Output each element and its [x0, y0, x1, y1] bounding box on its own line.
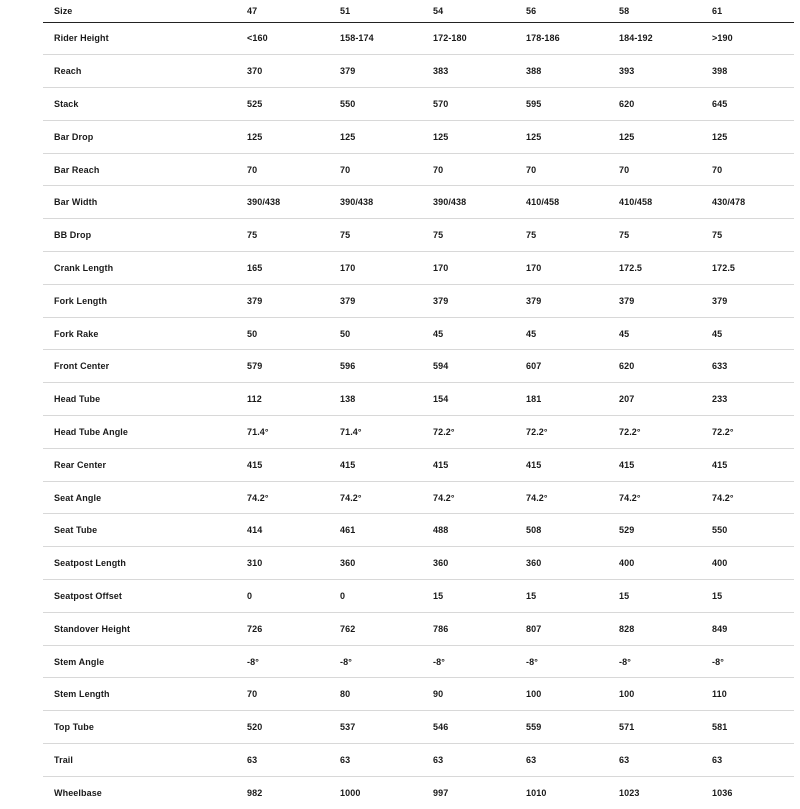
- table-cell: 45: [608, 317, 701, 350]
- table-cell: 74.2°: [515, 481, 608, 514]
- table-cell: 550: [329, 88, 422, 121]
- table-cell: 50: [236, 317, 329, 350]
- table-cell: 379: [701, 284, 794, 317]
- row-label: Trail: [43, 744, 236, 777]
- table-row: [43, 284, 794, 317]
- table-cell: 537: [329, 711, 422, 744]
- table-cell: 390/438: [236, 186, 329, 219]
- table-cell: 50: [329, 317, 422, 350]
- table-cell: -8°: [236, 645, 329, 678]
- table-cell: 579: [236, 350, 329, 383]
- table-cell: -8°: [422, 645, 515, 678]
- table-cell: 400: [608, 547, 701, 580]
- table-row: [43, 350, 794, 383]
- table-cell: 310: [236, 547, 329, 580]
- table-cell: 0: [329, 580, 422, 613]
- row-label: BB Drop: [43, 219, 236, 252]
- table-cell: 594: [422, 350, 515, 383]
- table-row: [43, 317, 794, 350]
- table-cell: 63: [608, 744, 701, 777]
- table-cell: 410/458: [515, 186, 608, 219]
- table-row: [43, 219, 794, 252]
- table-cell: 45: [422, 317, 515, 350]
- table-cell: 360: [515, 547, 608, 580]
- table-cell: 570: [422, 88, 515, 121]
- table-cell: 645: [701, 88, 794, 121]
- table-cell: 379: [329, 55, 422, 88]
- table-cell: 125: [422, 120, 515, 153]
- table-row: [43, 547, 794, 580]
- table-cell: 379: [422, 284, 515, 317]
- table-row: [43, 383, 794, 416]
- table-cell: >190: [701, 22, 794, 55]
- table-cell: 72.2°: [422, 416, 515, 449]
- table-cell: 633: [701, 350, 794, 383]
- table-cell: 525: [236, 88, 329, 121]
- row-label: Head Tube: [43, 383, 236, 416]
- table-cell: 807: [515, 612, 608, 645]
- table-cell: 379: [236, 284, 329, 317]
- table-cell: 379: [329, 284, 422, 317]
- row-label: Bar Width: [43, 186, 236, 219]
- table-cell: 620: [608, 350, 701, 383]
- table-cell: 529: [608, 514, 701, 547]
- row-label: Front Center: [43, 350, 236, 383]
- table-cell: 74.2°: [329, 481, 422, 514]
- table-cell: 415: [515, 448, 608, 481]
- table-cell: 70: [236, 678, 329, 711]
- table-cell: 550: [701, 514, 794, 547]
- table-cell: 172.5: [608, 252, 701, 285]
- table-row: [43, 514, 794, 547]
- table-cell: 620: [608, 88, 701, 121]
- table-header-row: [43, 0, 794, 22]
- table-cell: 379: [515, 284, 608, 317]
- table-row: [43, 612, 794, 645]
- table-cell: 138: [329, 383, 422, 416]
- table-cell: 63: [422, 744, 515, 777]
- table-cell: 390/438: [422, 186, 515, 219]
- header-size-47: 47: [236, 0, 329, 22]
- table-row: [43, 481, 794, 514]
- table-cell: 74.2°: [701, 481, 794, 514]
- header-size-54: 54: [422, 0, 515, 22]
- header-size-label: Size: [43, 0, 236, 22]
- geometry-table: [43, 0, 794, 809]
- table-cell: 595: [515, 88, 608, 121]
- table-cell: 75: [236, 219, 329, 252]
- table-cell: 112: [236, 383, 329, 416]
- table-cell: 125: [515, 120, 608, 153]
- table-cell: 207: [608, 383, 701, 416]
- table-cell: 165: [236, 252, 329, 285]
- header-size-51: 51: [329, 0, 422, 22]
- table-cell: 125: [236, 120, 329, 153]
- table-row: [43, 744, 794, 777]
- table-cell: 45: [515, 317, 608, 350]
- table-cell: 70: [608, 153, 701, 186]
- row-label: Crank Length: [43, 252, 236, 285]
- table-cell: 125: [701, 120, 794, 153]
- table-cell: 74.2°: [422, 481, 515, 514]
- table-cell: 415: [236, 448, 329, 481]
- table-cell: 546: [422, 711, 515, 744]
- table-cell: 997: [433, 787, 449, 798]
- table-row: [43, 711, 794, 744]
- table-cell: -8°: [608, 645, 701, 678]
- row-label: Fork Length: [43, 284, 236, 317]
- table-cell: 415: [422, 448, 515, 481]
- table-cell: 71.4°: [236, 416, 329, 449]
- table-row: [43, 580, 794, 613]
- table-cell: 70: [701, 153, 794, 186]
- row-label: Seatpost Length: [43, 547, 236, 580]
- row-label: Stem Length: [43, 678, 236, 711]
- table-cell: 596: [329, 350, 422, 383]
- header-size-61: 61: [701, 0, 794, 22]
- table-cell: 178-186: [515, 22, 608, 55]
- table-row: [43, 678, 794, 711]
- table-cell: 72.2°: [515, 416, 608, 449]
- table-cell: 415: [608, 448, 701, 481]
- table-row: [43, 120, 794, 153]
- table-cell: 581: [701, 711, 794, 744]
- row-label: Head Tube Angle: [43, 416, 236, 449]
- table-cell: 90: [422, 678, 515, 711]
- table-row: [43, 416, 794, 449]
- table-cell: 571: [608, 711, 701, 744]
- row-label: Reach: [43, 55, 236, 88]
- table-cell: 170: [515, 252, 608, 285]
- table-cell: 370: [236, 55, 329, 88]
- table-cell: 181: [515, 383, 608, 416]
- table-row: [43, 252, 794, 285]
- table-cell: 488: [422, 514, 515, 547]
- row-label: Stack: [43, 88, 236, 121]
- table-cell: 0: [236, 580, 329, 613]
- table-cell: 393: [608, 55, 701, 88]
- table-cell: 125: [608, 120, 701, 153]
- table-cell: 74.2°: [608, 481, 701, 514]
- table-cell: 72.2°: [701, 416, 794, 449]
- table-cell: <160: [236, 22, 329, 55]
- table-cell: 559: [515, 711, 608, 744]
- table-cell: 1010: [526, 787, 547, 798]
- table-cell: 360: [422, 547, 515, 580]
- table-cell: 63: [701, 744, 794, 777]
- table-cell: 80: [329, 678, 422, 711]
- table-cell: 1036: [712, 787, 733, 798]
- table-cell: 379: [608, 284, 701, 317]
- table-cell: 828: [608, 612, 701, 645]
- table-cell: 360: [329, 547, 422, 580]
- table-cell: 70: [515, 153, 608, 186]
- table-cell: 982: [247, 787, 263, 798]
- row-label: Rider Height: [43, 22, 236, 55]
- table-body: [43, 22, 794, 809]
- row-label: Seat Angle: [43, 481, 236, 514]
- table-row: [43, 776, 794, 809]
- table-cell: 414: [236, 514, 329, 547]
- table-cell: 786: [422, 612, 515, 645]
- table-cell: 508: [515, 514, 608, 547]
- table-cell: 75: [608, 219, 701, 252]
- row-label: Seat Tube: [43, 514, 236, 547]
- table-cell: 63: [236, 744, 329, 777]
- table-row: [43, 153, 794, 186]
- row-label: Rear Center: [43, 448, 236, 481]
- table-cell: 170: [329, 252, 422, 285]
- table-cell: 390/438: [329, 186, 422, 219]
- table-cell: 75: [329, 219, 422, 252]
- table-cell: 398: [701, 55, 794, 88]
- row-label: Seatpost Offset: [43, 580, 236, 613]
- table-row: [43, 55, 794, 88]
- table-cell: 15: [515, 580, 608, 613]
- table-row: [43, 448, 794, 481]
- table-cell: 400: [701, 547, 794, 580]
- table-cell: 110: [701, 678, 794, 711]
- table-cell: 100: [515, 678, 608, 711]
- table-cell: 75: [515, 219, 608, 252]
- table-cell: 71.4°: [329, 416, 422, 449]
- table-cell: 74.2°: [236, 481, 329, 514]
- header-size-56: 56: [515, 0, 608, 22]
- table-cell: 415: [701, 448, 794, 481]
- table-cell: 430/478: [701, 186, 794, 219]
- table-cell: 726: [236, 612, 329, 645]
- table-cell: 170: [422, 252, 515, 285]
- table-cell: 72.2°: [608, 416, 701, 449]
- table-cell: 849: [701, 612, 794, 645]
- table-cell: 184-192: [608, 22, 701, 55]
- table-cell: -8°: [515, 645, 608, 678]
- table-cell: 70: [329, 153, 422, 186]
- table-row: [43, 186, 794, 219]
- table-cell: 607: [515, 350, 608, 383]
- table-cell: 233: [701, 383, 794, 416]
- table-cell: 45: [701, 317, 794, 350]
- table-cell: 70: [422, 153, 515, 186]
- table-cell: 1000: [340, 787, 361, 798]
- table-cell: 461: [329, 514, 422, 547]
- table-row: [43, 22, 794, 55]
- table-cell: 63: [515, 744, 608, 777]
- table-row: [43, 645, 794, 678]
- row-label: Bar Reach: [43, 153, 236, 186]
- table-cell: 410/458: [608, 186, 701, 219]
- header-size-58: 58: [608, 0, 701, 22]
- row-label: Standover Height: [43, 612, 236, 645]
- table-row: [43, 88, 794, 121]
- table-cell: 388: [515, 55, 608, 88]
- table-cell: 172-180: [422, 22, 515, 55]
- table-cell: 100: [608, 678, 701, 711]
- row-label: Wheelbase: [54, 787, 102, 798]
- table-cell: 158-174: [329, 22, 422, 55]
- table-cell: 75: [701, 219, 794, 252]
- table-cell: 63: [329, 744, 422, 777]
- table-cell: 172.5: [701, 252, 794, 285]
- table-cell: -8°: [329, 645, 422, 678]
- table-cell: -8°: [701, 645, 794, 678]
- table-cell: 415: [329, 448, 422, 481]
- table-cell: 75: [422, 219, 515, 252]
- row-label: Bar Drop: [43, 120, 236, 153]
- table-cell: 520: [236, 711, 329, 744]
- table-cell: 383: [422, 55, 515, 88]
- table-cell: 762: [329, 612, 422, 645]
- row-label: Stem Angle: [43, 645, 236, 678]
- row-label: Fork Rake: [43, 317, 236, 350]
- table-cell: 1023: [619, 787, 640, 798]
- table-cell: 154: [422, 383, 515, 416]
- table-cell: 15: [422, 580, 515, 613]
- table-cell: 125: [329, 120, 422, 153]
- table-cell: 15: [608, 580, 701, 613]
- table-cell: 70: [236, 153, 329, 186]
- row-label: Top Tube: [43, 711, 236, 744]
- table-cell: 15: [701, 580, 794, 613]
